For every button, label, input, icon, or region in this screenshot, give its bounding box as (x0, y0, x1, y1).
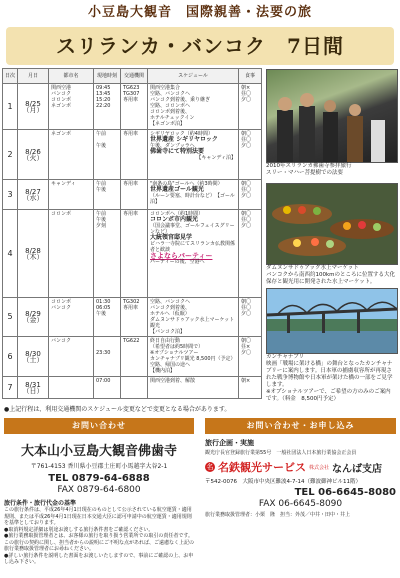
itinerary-table (2, 68, 262, 399)
schedule-cell: "南条の島"ゴールへ（約3時間） 世界遺産ゴール観光 （ルーン要塞、時計台など） 【ゴール泊】 (148, 180, 239, 210)
time-cell: 07:00 (94, 377, 121, 399)
inquiry-right-heading: お問い合わせ・お申し込み (205, 418, 396, 434)
company-logo-icon: 名 (206, 463, 214, 471)
time-cell: 09:45 13:45 15:20 22:20 (94, 84, 121, 130)
company-fax: FAX 06-6645-8090 (258, 499, 343, 509)
inquiry-right-panel (205, 418, 396, 518)
col-date: 月日 (18, 69, 49, 84)
memorial-caption: 2010年スリランカ佛歯寺参拝旅行 スリー・マハー菩提樹での法要 (266, 163, 352, 176)
city-cell: コロンボ (49, 210, 94, 298)
kanchanaburi-photo (266, 288, 398, 354)
schedule-cell: コロンボへ（約1時間） コロンボ市内観光 （国会議事堂、ゴールフェイスグリーンなど） 大統領官邸見学 ビハラ一寺院にてスリランカ仏教関係者と歓談 さよならパーティー パーティーの後、空港へ (148, 210, 239, 298)
inquiry-left-heading: お問い合わせ (4, 418, 194, 434)
conditions-text: この旅行条件は、平成26年4月1日現在のものとして公示されている航空運賃・適用規則、または平成26年4月1日現在日本交通大臣に認可申請中の航空運賃・適用規則を基準としております。 ●取消料規定詳細は別途お渡しする旅行条件書をご確認ください。 ●旅行業務取扱管理者とは、お客様の旅行を取り扱う営業所での取引の責任者です。この旅行の契約に関し、担当者からの説明にご不明な点があれば、ご遠慮なく上記の旅行業務取扱管理者にお尋ねください。 ●詳しい旅行条件を説明した書面をお渡しいたしますので、事前にご確認の上、お申し込み下さい。 (4, 507, 195, 565)
temple-address: 〒761-4153 香川県小豆郡土庄町小馬越字大谷2-1 (30, 463, 168, 470)
memorial-photo (266, 69, 398, 163)
monks-illustration (267, 70, 397, 162)
company-row (205, 459, 396, 475)
table-row (3, 337, 262, 377)
meals-cell: 朝〇 昼〇 夕〇 (239, 180, 262, 210)
transport-cell: TG622 (121, 337, 148, 377)
schedule-cell: 空路、バンコクへ バンコク到着後、 ホテルへ（仮眠） ダムヌンサドゥアック水上マーケット観光 【バンコク泊】 (148, 298, 239, 337)
date-cell: 8/30（土） (18, 337, 49, 377)
day-cell: 6 (3, 337, 18, 377)
table-row (3, 210, 262, 298)
date-cell: 8/31（日） (18, 377, 49, 399)
date-cell: 8/28（木） (18, 210, 49, 298)
company-name: 名鉄観光サービス (218, 461, 306, 474)
highlight-special-memorial: 佛歯寺にて特別法要 (150, 148, 205, 155)
col-transport: 交通機関 (121, 69, 148, 84)
itinerary-note: ●上記行程は、利用交通機関のスケジュール変更などで変更となる場合があります。 (4, 406, 231, 413)
transport-cell: 専用車 (121, 130, 148, 180)
table-row (3, 298, 262, 337)
transport-cell: 専用車 (121, 210, 148, 298)
time-cell: 午前 午後 夕刻 (94, 210, 121, 298)
day-cell: 7 (3, 377, 18, 399)
city-cell: コロンボ バンコク (49, 298, 94, 337)
license-text: 観光庁長官登録旅行業第55号 一般社団法人日本旅行業協会正会員 (205, 450, 357, 456)
tour-series-heading: 小豆島大観音 国際親善・法要の旅 (87, 5, 312, 20)
company-address: 〒542-0076 大阪市中央区難波4-7-14（難波御神ビル11階） (205, 479, 361, 485)
highlight-galle: 世界遺産ゴール観光 (150, 186, 204, 193)
city-cell: キャンディ (49, 180, 94, 210)
meals-cell: 朝〇 昼〇 夕〇 (239, 298, 262, 337)
highlight-presidential: 大統領官邸見学 (150, 234, 193, 241)
company-tel: TEL 06-6645-8080 (294, 487, 396, 498)
city-cell: ネゴンボ (49, 130, 94, 180)
meals-cell: 朝× (239, 377, 262, 399)
time-cell: 午前 午後 (94, 180, 121, 210)
day-cell: 2 (3, 130, 18, 180)
city-cell: 関西空港 バンコク コロンボ ネゴンボ (49, 84, 94, 130)
company-type: 株式会社 (309, 464, 330, 471)
time-cell: 01:30 06:05 午後 (94, 298, 121, 337)
city-cell: バンコク (49, 337, 94, 377)
kanchanaburi-caption: カンチャナブリ 映画「戦場に架ける橋」の舞台となったカンチャナブリーに案内します。日本軍の捕虜収容所が再現された戦争博物館や日本軍が架けた橋の一部をご見学します。 ※オプショナルツアーで、ご希望の方のみのご案内です。（料金 8,500円予定） (266, 354, 393, 402)
temple-fax: FAX 0879-64-6800 (57, 485, 141, 495)
floating-market-photo (266, 183, 398, 265)
city-cell (49, 377, 94, 399)
transport-cell: TG623 TG307 専用車 (121, 84, 148, 130)
day-cell: 5 (3, 298, 18, 337)
highlight-farewell-party: さよならパーティー (150, 252, 213, 260)
time-cell: 23:30 (94, 337, 121, 377)
transport-cell: 専用車 (121, 180, 148, 210)
table-row (3, 180, 262, 210)
date-cell: 8/25（月） (18, 84, 49, 130)
inquiry-left-panel (4, 418, 194, 566)
date-cell: 8/26（火） (18, 130, 49, 180)
col-meals: 食事 (239, 69, 262, 84)
meals-cell: 朝× 昼〇 夕〇 (239, 84, 262, 130)
day-cell: 4 (3, 210, 18, 298)
planner-label: 旅行企画・実施 (205, 439, 254, 447)
highlight-colombo-tour: コロンボ市内観光 (150, 216, 199, 223)
col-schedule: スケジュール (148, 69, 239, 84)
temple-tel: TEL 0879-64-6888 (48, 473, 150, 484)
boats-illustration (267, 184, 397, 264)
floating-market-caption: ダムヌンサドゥアック水上マーケット バンコクから南西約100kmのところに位置する大化保存と観光用に開発された水上マーケット。 (266, 265, 396, 285)
schedule-cell: 関西空港到着、解散 (148, 377, 239, 399)
tour-title: スリランカ・バンコク 7日間 (6, 27, 394, 65)
col-city: 都市名 (49, 69, 94, 84)
col-day: 日次 (3, 69, 18, 84)
schedule-cell: シギリヤロック（約4時間） 世界遺産 シギリヤロック 午後、ダンブッラへ 佛歯寺にて特別法要 【キャンディ泊】 (148, 130, 239, 180)
meals-cell: 朝〇 昼× 夕〇 (239, 337, 262, 377)
transport-cell: TG302 専用車 (121, 298, 148, 337)
highlight-sigiriya: 世界遺産 シギリヤロック (150, 136, 218, 143)
branch-name: なんば支店 (332, 463, 383, 475)
time-cell: 午前 午後 (94, 130, 121, 180)
table-row (3, 130, 262, 180)
col-time: 現地時刻 (94, 69, 121, 84)
schedule-cell: 終日自由行動 （希望者は約5時間で） ※オプショナルツアー カンチャナブリ観光 8,500円（予定） 空路、帰国の途へ 【機内泊】 (148, 337, 239, 377)
schedule-cell: 関西空港集合 空路、バンコクへ バンコク到着後、乗り継ぎ 空路、コロンボへ コロンボ到着後、 ホテルチェックイン 【ネゴンボ泊】 (148, 84, 239, 130)
table-row (3, 377, 262, 399)
day-cell: 1 (3, 84, 18, 130)
day-cell: 3 (3, 180, 18, 210)
bridge-illustration (267, 289, 397, 353)
meals-cell: 朝〇 昼〇 夕〇 (239, 210, 262, 298)
meals-cell: 朝〇 昼〇 夕〇 (239, 130, 262, 180)
manager-text: 旅行業務取扱管理者：小栗 隆 担当：外茂／中井・田中・井上 (205, 512, 351, 518)
table-row (3, 84, 262, 130)
temple-name: 大本山小豆島大観音佛歯寺 (20, 444, 177, 459)
date-cell: 8/27（水） (18, 180, 49, 210)
transport-cell (121, 377, 148, 399)
conditions-title: 旅行条件・旅行代金の基準 (4, 500, 77, 507)
table-header-row (3, 69, 262, 84)
date-cell: 8/29（金） (18, 298, 49, 337)
